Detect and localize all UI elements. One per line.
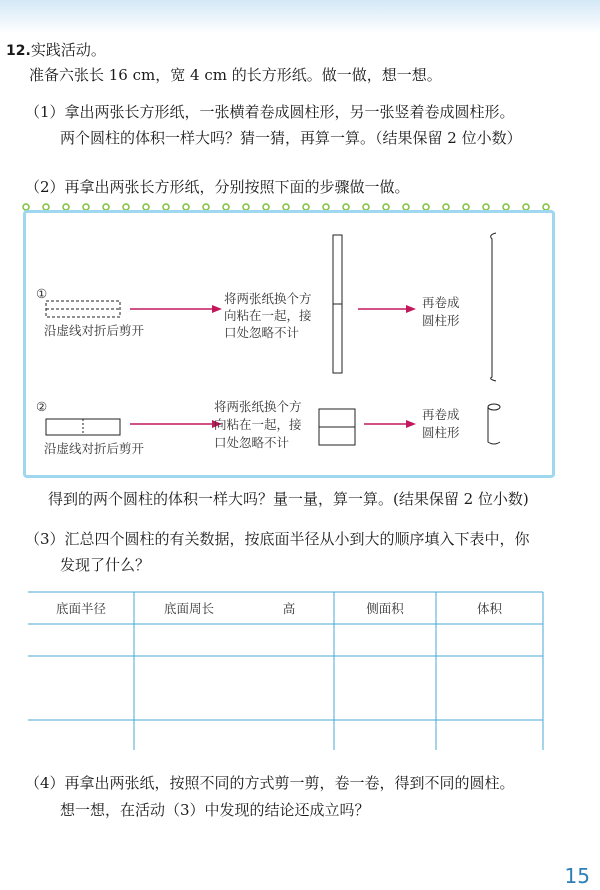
row1-roll-text-2: 圆柱形 [422, 313, 460, 328]
page-number: 15 [564, 864, 590, 888]
part4-line2: 想一想，在活动（3）中发现的结论还成立吗？ [60, 801, 370, 819]
problem-intro: 准备六张长 16 cm，宽 4 cm 的长方形纸。做一做，想一想。 [29, 66, 442, 84]
row2-join-text-2: 向粘在一起，接 [214, 417, 302, 432]
problem-title: 实践活动。 [30, 41, 106, 59]
part1-line2: 两个圆柱的体积一样大吗？猜一猜，再算一算。（结果保留 2 位小数） [60, 129, 522, 147]
part3-line2: 发现了什么？ [60, 556, 151, 574]
part2-after: 得到的两个圆柱的体积一样大吗？量一量，算一算。(结果保留 2 位小数) [48, 490, 529, 508]
row1-join-text-3: 口处忽略不计 [224, 325, 300, 340]
row1-join-text-1: 将两张纸换个方 [224, 291, 312, 306]
table-header-lateral-area: 侧面积 [366, 601, 404, 616]
table-header-radius: 底面半径 [55, 601, 106, 616]
table-header-volume: 体积 [476, 601, 502, 616]
row2-marker: ② [36, 399, 48, 414]
row2-roll-text-2: 圆柱形 [422, 425, 460, 440]
part3-line1: （3）汇总四个圆柱的有关数据，按底面半径从小到大的顺序填入下表中，你 [25, 530, 530, 548]
problem-number: 12. [6, 43, 31, 59]
row1-cut-label: 沿虚线对折后剪开 [44, 323, 145, 338]
row2-join-text-3: 口处忽略不计 [214, 435, 290, 450]
row2-cut-label: 沿虚线对折后剪开 [44, 441, 145, 456]
row1-join-text-2: 向粘在一起，接 [224, 308, 312, 323]
row1-roll-text-1: 再卷成 [422, 295, 460, 310]
table-header-height: 高 [282, 601, 296, 616]
part1-line1: （1）拿出两张长方形纸，一张横着卷成圆柱形，另一张竖着卷成圆柱形。 [25, 103, 515, 121]
row2-roll-text-1: 再卷成 [422, 407, 460, 422]
table-header-circumference: 底面周长 [163, 601, 214, 616]
part2-line1: （2）再拿出两张长方形纸，分别按照下面的步骤做一做。 [25, 178, 410, 196]
row1-marker: ① [36, 286, 48, 301]
row2-join-text-1: 将两张纸换个方 [214, 399, 302, 414]
part4-line1: （4）再拿出两张纸，按照不同的方式剪一剪，卷一卷，得到不同的圆柱。 [25, 774, 515, 792]
